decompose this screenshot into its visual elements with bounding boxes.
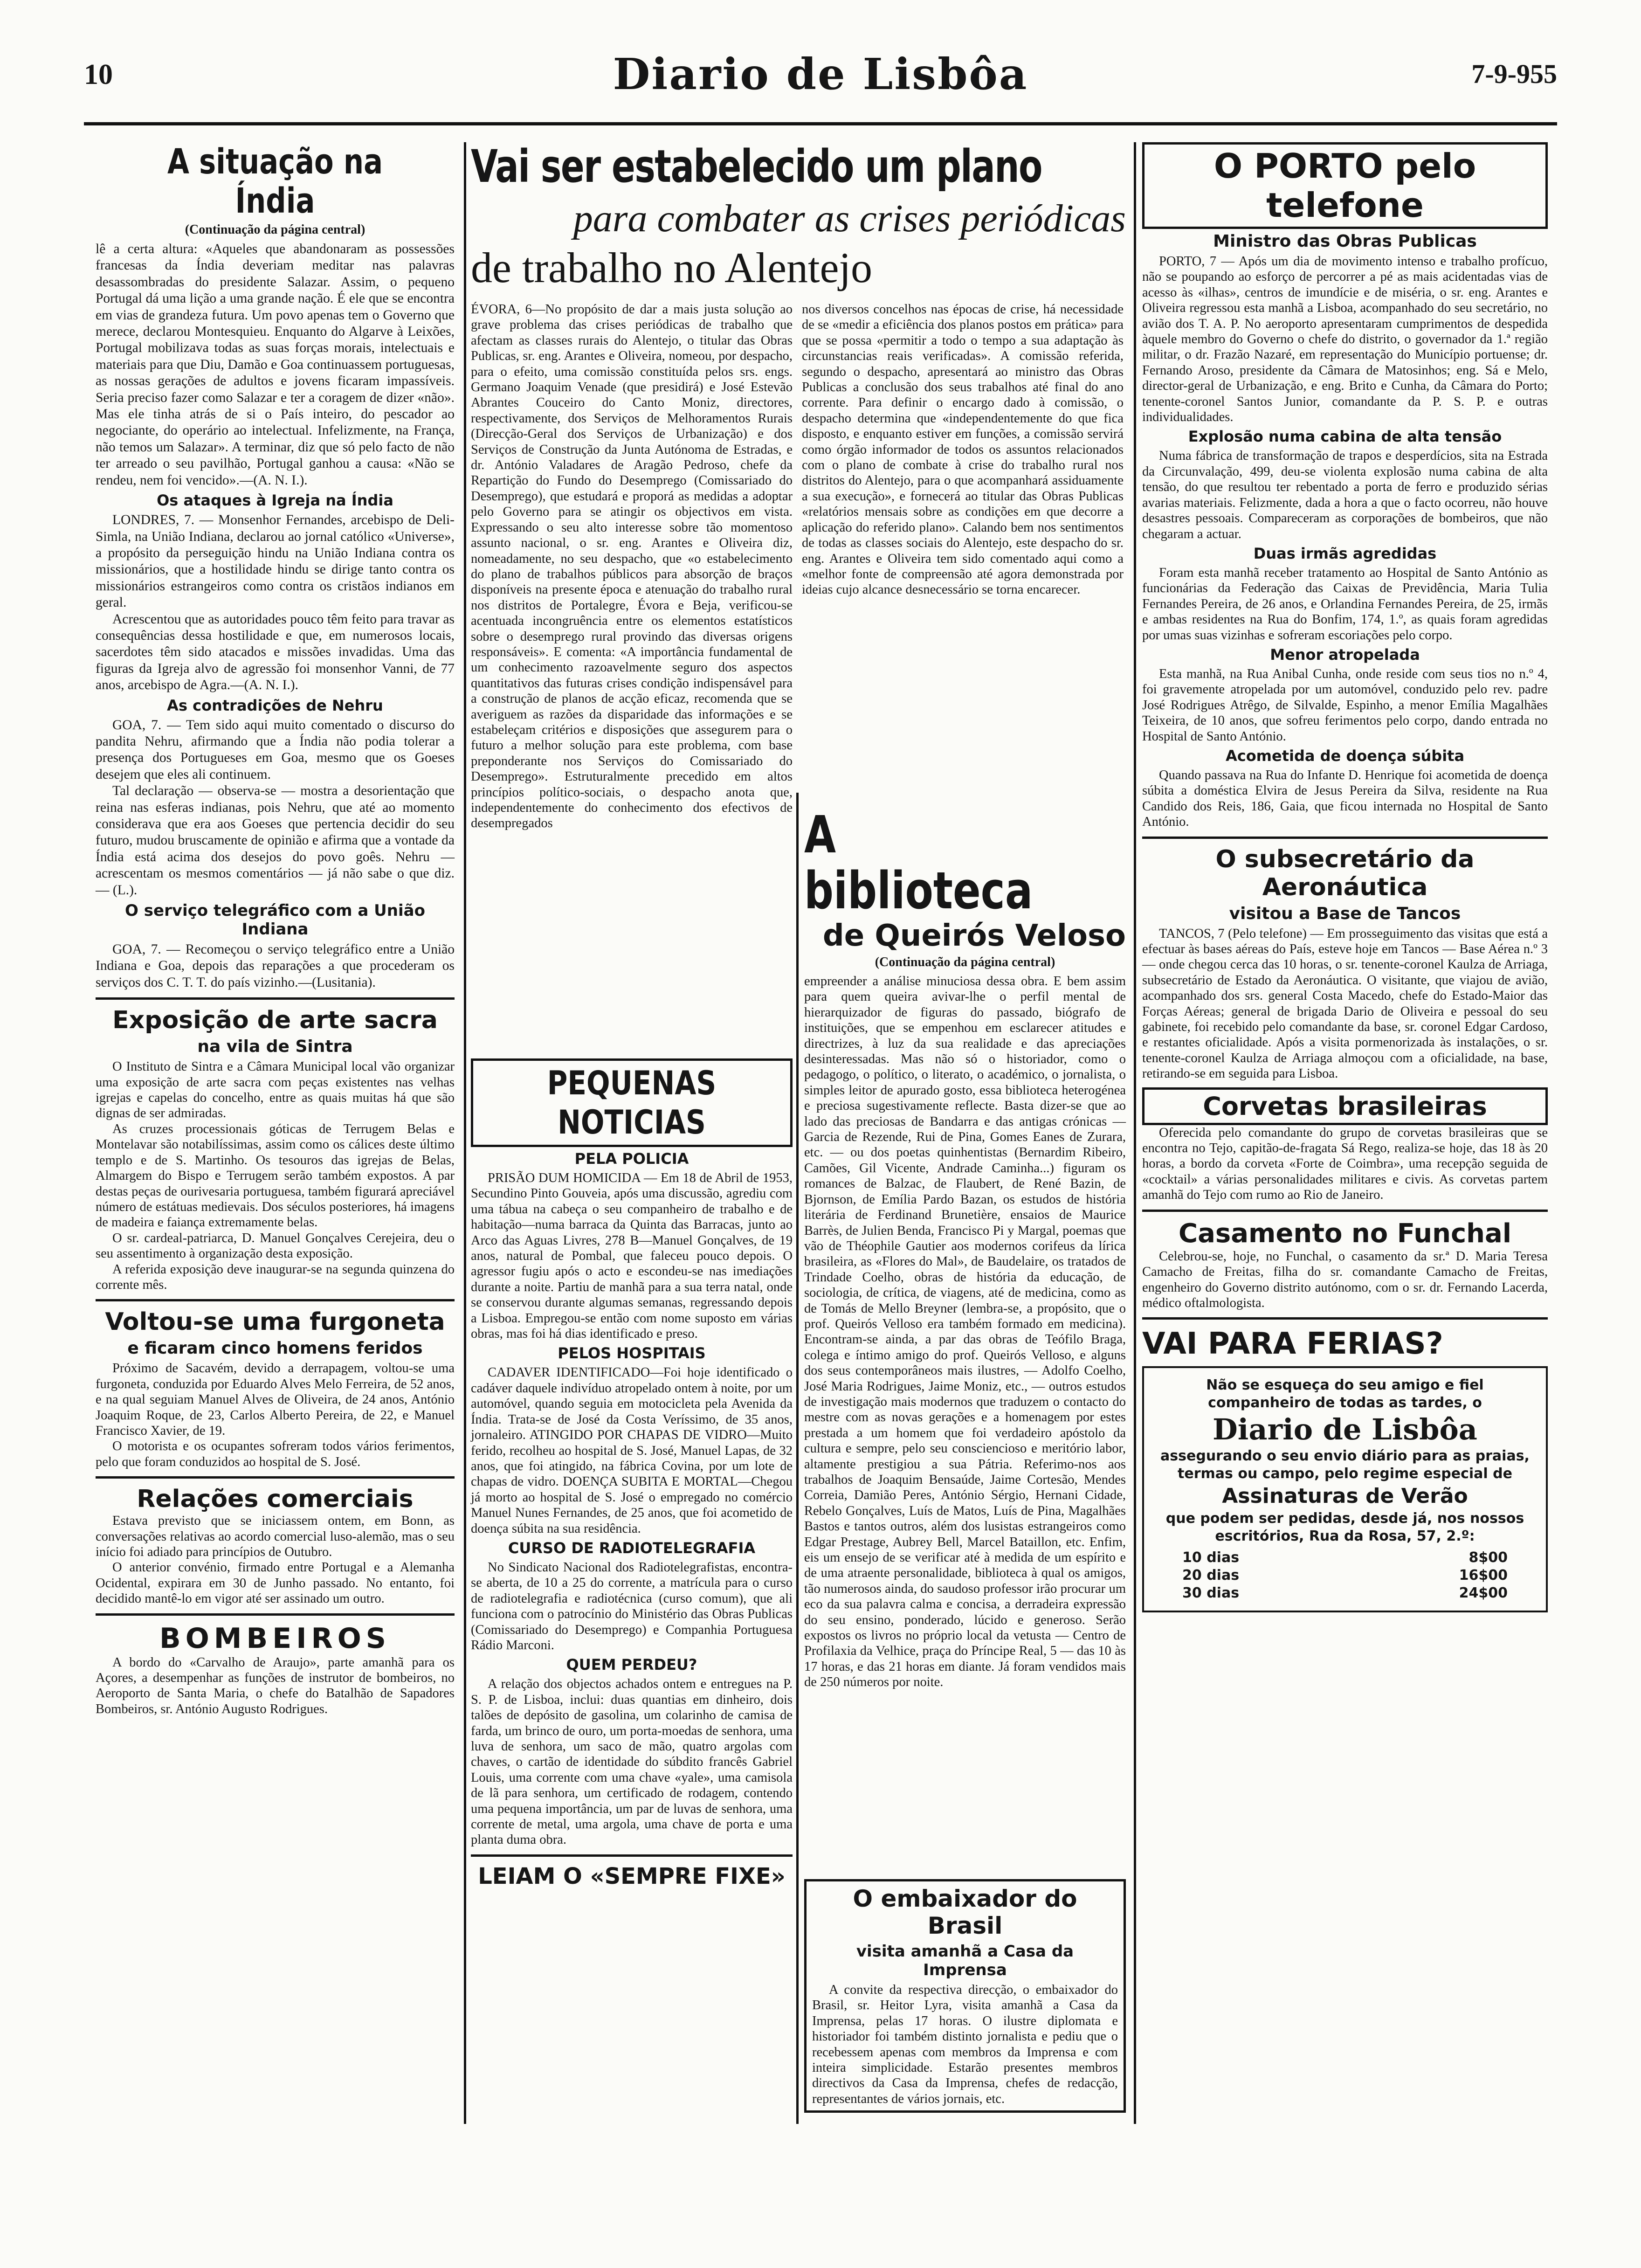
subheading: e ficaram cinco homens feridos	[127, 1339, 423, 1358]
article-paragraph: PORTO, 7 — Após um dia de movimento intenso e trabalho profícuo, não se poupando ao esforço de percorrer a pé as mais acidentadas vias de acesso às «ilhas», centros de imundície e de miséria, o sr. eng. Arantes e Oliveira regressou esta manhã a Lisboa, acompanhado do seu secretário, no avião dos T. A. P. No aeroporto apresentaram cumprimentos de despedida àquele membro do Governo o chefe do distrito, o governador da 1.ª região militar, o dr. Frazão Nazaré, em representação do Município portuense; dr. Fernando Aroso, presidente da Câmara de Matosinhos; eng. Sá e Melo, director-geral de Urbanização, e eng. Brito e Cunha, da Câmara do Porto; tenente-coronel Santos Junior, comandante da P. S. P. e outras individualidades.	[1142, 254, 1548, 425]
main-headline: Vai ser estabelecido um plano	[471, 140, 1042, 193]
ad-text: que podem ser pedidas, desde já, nos nossos escritórios, Rua da Rosa, 57, 2.º:	[1165, 1510, 1524, 1545]
masthead	[84, 49, 1557, 100]
article-paragraph: CADAVER IDENTIFICADO—Foi hoje identificado o cadáver daquele indivíduo atropelado ontem à noite, por um automóvel, quando seguia em motocicleta pela Avenida da Índia. Trata-se de José da Costa Veríssimo, de 35 anos, jornaleiro. ATINGIDO POR CHAPAS DE VIDRO—Muito ferido, recolheu ao hospital de S. José, Manuel Lapas, de 32 anos, que foi atingido, na fábrica Covina, por um lote de chapas de vidro. DOENÇA SUBITA E MORTAL—Chegou já morto ao hospital de S. José o empregado no comércio Manuel Nunes Fernandes, de 25 anos, que foi acometido de doença súbita na sua residência.	[471, 1365, 793, 1536]
article-paragraph: GOA, 7. — Tem sido aqui muito comentado o discurso do pandita Nehru, afirmando que a Índia não podia tolerar a presença dos Portugueses em Goa, mesmo que os Goeses desejem que eles ali continuem.	[96, 717, 455, 782]
article-title: Voltou-se uma furgoneta	[105, 1308, 445, 1336]
price-row: 10 dias 8$00	[1182, 1549, 1508, 1566]
article-title: BOMBEIROS	[159, 1622, 391, 1655]
article-paragraph: Esta manhã, na Rua Anibal Cunha, onde reside com seus tios no n.º 4, foi gravemente atropelada por um automóvel, conduzido pelo rev. padre José Rodrigues Atrêgo, de Silvalde, Espinho, a menor Emília Magalhães Teixeira, de 10 anos, que sofreu ferimentos pelo corpo, dando entrada no Hospital de Santo António.	[1142, 666, 1548, 744]
promo-line: LEIAM O «SEMPRE FIXE»	[478, 1863, 786, 1889]
subheading: As contradições de Nehru	[167, 696, 383, 714]
subheading: Ministro das Obras Publicas	[1213, 232, 1477, 251]
subheading: de Queirós Veloso	[822, 919, 1126, 953]
subscription-ad	[1142, 1366, 1548, 1612]
ad-newspaper-name: Diario de Lisbôa	[1213, 1412, 1477, 1447]
article-paragraph: GOA, 7. — Recomeçou o serviço telegráfico entre a União Indiana e Goa, depois das reparações a que procederam os serviços dos C. T. T. do país vizinho.—(Lusitania).	[96, 942, 455, 990]
section-rule	[96, 1613, 455, 1616]
article-paragraph: TANCOS, 7 (Pelo telefone) — Em prosseguimento das visitas que está a efectuar às bases aéreas do País, esteve hoje em Tancos — Base Aérea n.º 3 — onde chegou cerca das 10 horas, o sr. tenente-coronel Kaulza de Arriaga, subsecretário de Estado da Aeronáutica. O visitante, que viajou de avião, acompanhado dos srs. general Costa Macedo, chefe do Estado-Maior das Forças Aéreas; general de brigada Dario de Oliveira e pessoal do seu gabinete, foi recebido pelo comandante da base, sr. coronel Edgar Cardoso, e restantes oficialidade. Após a visita pormenorizada às instalações, o sr. tenente-coronel Kaulza de Arriaga almoçou com a oficialidade, na base, retirando-se em seguida para Lisboa.	[1142, 926, 1548, 1081]
article-body: lê a certa altura: «Aqueles que abandonaram as possessões francesas da Índia deveriam meditar nas palavras desassombradas do presidente Salazar. Assim, o pequeno Portugal dá uma lição a uma grande nação. É ele que se encontra em vias de grandeza futura. Um povo apenas tem o Governo que merece, declarou Montesquieu. Enquanto do Algarve à Leixões, Portugal mobilizava todas as suas forças morais, intelectuais e materiais para que Diu, Damão e Goa continuassem portuguesas, as nossas gerações de adultos e jovens ficaram impassíveis. Seria preciso fazer como Salazar e ter a coragem de dizer «não». Mas ele tinha atrás de si o País inteiro, do pescador ao negociante, do operário ao intelectual. Infelizmente, na França, não temos um Salazar». A terminar, diz que só pelo facto de não ter arreado o seu pavilhão, Portugal ganhou a causa: «Não se rendeu, nem foi vencido».—(A. N. I.).	[96, 242, 455, 488]
article-paragraph: Estava previsto que se iniciassem ontem, em Bonn, as conversações relativas ao acordo comercial luso-alemão, mas o seu início foi adiado para princípios de Outubro.	[96, 1514, 455, 1559]
article-title: Relações comerciais	[137, 1485, 414, 1514]
ad-offer-title: Assinaturas de Verão	[1222, 1484, 1468, 1508]
issue-date: 7-9-955	[1471, 59, 1557, 89]
newspaper-title: Diario de Lisbôa	[613, 49, 1028, 99]
column-right	[1142, 142, 1548, 2124]
article-title: O subsecretário da Aeronáutica	[1215, 845, 1475, 901]
article-paragraph: O sr. cardeal-patriarca, D. Manuel Gonçalves Cerejeira, deu o seu assentimento à organização desta exposição.	[96, 1231, 455, 1261]
subheading: O serviço telegráfico com a União Indiana	[125, 901, 425, 939]
section-title: PEQUENAS NOTICIAS	[547, 1064, 717, 1141]
subheading: QUEM PERDEU?	[566, 1656, 697, 1674]
subheading: Duas irmãs agredidas	[1253, 544, 1437, 562]
article-paragraph: O anterior convénio, firmado entre Portugal e a Alemanha Ocidental, expirara em 30 de Junho passado. No entanto, foi decidido mantê-lo em vigor até ser assinado um outro.	[96, 1560, 455, 1606]
continuation-note: (Continuação da página central)	[185, 222, 365, 237]
short-news	[471, 1058, 793, 2108]
article-title: Casamento no Funchal	[1178, 1218, 1512, 1249]
section-rule	[1142, 1210, 1548, 1212]
article-paragraph: PRISÃO DUM HOMICIDA — Em 18 de Abril de 1953, Secundino Pinto Gouveia, após uma discussão, agrediu com uma tábua na cabeça o seu companheiro de trabalho e de habitação—numa barraca da Quinta das Barracas, junto ao Arco das Aguas Livres, 278 B—Manuel Gonçalves, de 19 anos, natural de Pombal, que faleceu pouco depois. O agressor fugiu após o acto e escondeu-se nas imediações durante a noite. Partiu de manhã para a sua terra natal, onde se conservou durante algumas semanas, regressando depois a Lisboa. Empregou-se então com nome suposto em várias obras, mas foi há dias identificado e preso.	[471, 1171, 793, 1341]
article-paragraph: Oferecida pelo comandante do grupo de corvetas brasileiras que se encontra no Tejo, capitão-de-fragata Sá Rego, realiza-se hoje, das 18 às 20 horas, a bordo da corveta «Forte de Coimbra», uma recepção seguida de «cocktail» a várias personalidades militares e civis. As corvetas partem amanhã do Tejo com rumo ao Rio de Janeiro.	[1142, 1125, 1548, 1203]
subheading: na vila de Sintra	[197, 1037, 353, 1057]
section-rule	[96, 1299, 455, 1301]
main-subheadline: para combater as crises periódicas	[573, 197, 1126, 240]
article-title: O embaixador do Brasil	[853, 1885, 1077, 1939]
section-rule	[96, 997, 455, 1000]
column-divider	[464, 142, 466, 2124]
library-article	[804, 807, 1126, 1874]
subheading: visitou a Base de Tancos	[1229, 904, 1461, 923]
article-paragraph: LONDRES, 7. — Monsenhor Fernandes, arcebispo de Deli-Simla, na União Indiana, declarou ao jornal católico «Universe», a propósito da perseguição hindu na União Indiana contra os missionários, que a hostilidade hindu se dirige tanto contra os missionários estrangeiros como contra os cristãos indianos em geral.	[96, 512, 455, 610]
article-paragraph: Celebrou-se, hoje, no Funchal, o casamento da sr.ª D. Maria Teresa Camacho de Freitas, filha do sr. comandante Camacho de Freitas, engenheiro do Governo distrito autónomo, com o sr. dr. Fernando Lacerda, médico oftalmologista.	[1142, 1249, 1548, 1310]
subheading: PELOS HOSPITAIS	[558, 1344, 706, 1362]
article-title: A biblioteca	[804, 805, 1033, 920]
article-paragraph: No Sindicato Nacional dos Radiotelegrafistas, encontra-se aberta, de 10 a 25 do corrente, a matrícula para o curso de radiotelegrafia e radiotécnica (curso comum), que ali funciona com o patrocínio do Ministério das Obras Publicas (Comissariado do Desemprego) e Companhia Portuguesa Rádio Marconi.	[471, 1560, 793, 1653]
subheading: PELA POLICIA	[574, 1150, 689, 1168]
article-paragraph: A relação dos objectos achados ontem e entregues na P. S. P. de Lisboa, inclui: duas quantias em dinheiro, dois talões de depósito de gasolina, um colarinho de camisa de farda, um brinco de ouro, um porta-moedas de senhora, uma luva de senhora, um saco de mão, quatro argolas com chaves, o cartão de identidade do súbdito francês Gabriel Louis, uma corrente com uma chave «yale», uma camisola de lã para senhora, um certificado de rodagem, contendo uma pequena importância, um par de luvas de senhora, uma corrente de metal, uma argola, uma chave de porta e uma planta duma obra.	[471, 1677, 793, 1847]
section-title: O PORTO pelo telefone	[1214, 146, 1476, 225]
article-paragraph: A referida exposição deve inaugurar-se na segunda quinzena do corrente mês.	[96, 1262, 455, 1292]
continuation-note: (Continuação da página central)	[875, 955, 1055, 969]
article-title: Exposição de arte sacra	[112, 1006, 438, 1035]
article-body: nos diversos concelhos nas épocas de crise, há necessidade de se «medir a eficiência dos planos postos em prática» para que se possa «permitir a todo o tempo a sua adaptação às circunstancias reais verificadas». A comissão referida, segundo o despacho, apresentará ao ministro das Obras Publicas a conclusão dos seus trabalhos até final do ano corrente. Para definir o encargo dado à comissão, o despacho determina que «independentemente do que fica disposto, e enquanto estiver em funções, a comissão servirá como órgão informador de todos os assuntos relacionados com o plano de combate à crise do trabalho rural nos distritos do Alentejo, para o que acompanhará assiduamente a sua execução», e fornecerá ao titular das Obras Publicas «relatórios mensais sobre as condições em que decorre a aplicação do referido plano». Calando bem nos sentimentos de todas as classes sociais do Alentejo, este despacho do sr. eng. Arantes e Oliveira tem sido comentado aqui como a «melhor fonte de compreensão até agora demonstrada por ideias cujo alcance desnecessário se torna encarecer.	[802, 302, 1124, 597]
section-rule	[1142, 837, 1548, 839]
article-body: empreender a análise minuciosa dessa obra. E bem assim para quem queira avivar-lhe o perfil mental de hierarquizador de figuras do passado, biógrafo de instituições, que se empenhou em esclarecer atitudes e directrizes, à luz da sua realidade e das apreciações desinteressadas. Mas não só o historiador, como o pedagogo, o político, o literato, o académico, o jornalista, o simples leitor de apurado gosto, essa biblioteca heterogénea e preciosa sugestivamente reflecte. Basta dizer-se que ao lado das preciosas de Bandarra e das antigas crónicas — Garcia de Rezende, Rui de Pina, Gomes Eanes de Zurara, etc. — ou dos poetas quinhentistas (Bernardim Ribeiro, Camões, Gil Vicente, Andrade Caminha...) figuram os romances de Balzac, de Flaubert, de René Bazin, de Bjornson, de Emília Pardo Bazan, os estudos de história literária de Ferdinand Brunetière, ensaios de Maurice Barrès, de Julien Benda, Francisco Pi y Margal, poemas que vão de Théophile Gautier aos modernos corifeus da lírica brasileira, as «Flores do Mal», de Baudelaire, os tratados de Trindade Coelho, obras de história da educação, de sociologia, de crítica, de viagens, até de medicina, como as de Tomás de Mello Breyner (lembra-se, a propósito, que o prof. Queirós Velloso era também formado em medicina). Encontram-se ainda, a par das obras de Teófilo Braga, colega e íntimo amigo do prof. Queirós Velloso, e alguns dos seus contemporâneos mais ilustres, — Adolfo Coelho, José Maria Rodrigues, Jaime Moniz, etc., — outros estudos de investigação mais modernos que traduzem o contacto do mestre com as novas gerações e a homenagem por estes prestada a um homem que foi verdadeiro apóstolo da cultura e sempre, pelo seu consciencioso e meritório labor, altamente prestigiou a sua Pátria. Referimo-nos aos trabalhos de Joaquim Bensaúde, Jaime Cortesão, Mendes Correia, Damião Peres, António Sérgio, Hernani Cidade, Rebelo Gonçalves, Luís de Matos, Luís de Pina, Magalhães Bastos e tantos outros, além dos lusistas estrangeiros como Edgar Prestage, Aubrey Bell, Marcel Bataillon, etc. Enfim, eis um ensejo de se verificar até à medida de um espírito e de uma atraente personalidade, biblioteca à qual os amigos, tão numerosos ainda, do saudoso professor irão procurar um eco da sua palavra calma e concisa, a derradeira expressão do seu ensino, ponderado, lúcido e generoso. Serão expostos os livros no próprio local da vetusta — Centro de Profilaxia da Velhice, praça do Príncipe Real, 5 — das 10 às 17 horas, e das 21 horas em diante. Já foram vendidos mais de 250 números por noite.	[804, 974, 1126, 1690]
article-paragraph: A bordo do «Carvalho de Araujo», parte amanhã para os Açores, a desempenhar as funções de instrutor de bombeiros, no Aeroporto de Santa Maria, o chefe do Batalhão de Sapadores Bombeiros, sr. António Augusto Rodrigues.	[96, 1655, 455, 1716]
column-divider	[796, 793, 799, 2124]
article-title: A situação na Índia	[167, 142, 383, 221]
section-rule	[471, 1854, 793, 1857]
article-paragraph: Quando passava na Rua do Infante D. Henrique foi acometida de doença súbita a doméstica Elvira de Jesus Pereira da Silva, residente na Rua Candido dos Reis, 186, Gaia, que ficou internada no Hospital de Santo António.	[1142, 768, 1548, 830]
article-paragraph: As cruzes processionais góticas de Terrugem Belas e Montelavar são notabilíssimas, assim como os cálices deste último templo e de S. Martinho. Os tesouros das igrejas de Belas, Almargem do Bispo e Terrugem serão também expostos. A par destas peças de ourivesaria portuguesa, também figurará apreciável número de estátuas medievais. Dos séculos posteriores, há imagens de madeira e faiança extremamente belas.	[96, 1121, 455, 1230]
article-paragraph: Tal declaração — observa-se — mostra a desorientação que reina nas esferas indianas, pois Nehru, que até ao momento considerava que era aos Goeses que pertencia decidir do seu futuro, mudou bruscamente de opinião e afirma que a vontade da Índia está acima dos desejos do povo goês. Nehru — acrescentam os mesmos comentários — já não sabe o que diz. — (L.).	[96, 783, 455, 898]
column-left	[96, 142, 455, 2124]
article-title: Corvetas brasileiras	[1203, 1091, 1487, 1121]
article-body: ÉVORA, 6—No propósito de dar a mais justa solução ao grave problema das crises periódicas de trabalho que afectam as classes rurais do Alentejo, o titular das Obras Publicas, sr. eng. Arantes e Oliveira, nomeou, por despacho, para o efeito, uma comissão constituída pelos srs. engs. Germano Joaquim Venade (que presidirá) e José Estevão Abrantes Couceiro do Canto Moniz, directores, respectivamente, dos Serviços de Melhoramentos Rurais (Direcção-Geral dos Serviços de Urbanização) e dos Serviços de Construção da Junta Autónoma de Estradas, e dr. António Valadares de Aragão Pedroso, chefe da Repartição do Fundo do Desemprego (Comissariado do Desemprego), que estudará e proporá as medidas a adoptar pelo Governo para se atingir os objectivos em vista. Expressando o seu alto interesse sobre tão momentoso assunto nacional, o sr. eng. Arantes e Oliveira diz, nomeadamente, no seu despacho, que «o estabelecimento do plano de trabalhos públicos para absorção de braços disponíveis na presente época e atenuação do trabalho rural nos distritos de Portalegre, Évora e Beja, verificou-se acentuada incongruência entre os elementos estatísticos sobre o desemprego rural provindo das diversas origens responsáveis». E comenta: «A importância fundamental de um conhecimento razoavelmente seguro dos aspectos quantitativos das futuras crises condição indispensável para a construção de planos de acção eficaz, recomenda que se averiguem as razões da disparidade das informações e se estabeleçam critérios e disposições que assegurem para o futuro a melhor solução para este problema, com base preponderante nos Serviços do Comissariado do Desemprego». Estruturalmente precedido em altos princípios político-sociais, o despacho anota que, independentemente do conhecimento dos efectivos de desempregados	[471, 302, 793, 831]
article-body: A convite da respectiva direcção, o embaixador do Brasil, sr. Heitor Lyra, visita amanhã a Casa da Imprensa, pelas 17 horas. O ilustre diplomata e historiador foi também distinto jornalista e pediu que o recebessem apenas com membros da Imprensa e com inteira simplicidade. Estarão presentes membros directivos da Casa da Imprensa, chefes de redacção, representantes de vários jornais, etc.	[812, 1983, 1118, 2106]
article-paragraph: O motorista e os ocupantes sofreram todos vários ferimentos, pelo que foram conduzidos ao hospital de S. José.	[96, 1439, 455, 1469]
page-number: 10	[84, 59, 113, 90]
price-row: 30 dias 24$00	[1182, 1585, 1508, 1602]
main-article	[471, 140, 1126, 831]
ad-text: assegurando o seu envio diário para as praias, termas ou campo, pelo regime especial de	[1160, 1448, 1530, 1482]
subheading: visita amanhã a Casa da Imprensa	[856, 1942, 1074, 1979]
article-paragraph: O Instituto de Sintra e a Câmara Municipal local vão organizar uma exposição de arte sacra com peças existentes nas velhas igrejas e capelas do concelho, entre as quais muitas há que são dignas de ser admiradas.	[96, 1059, 455, 1121]
article-paragraph: Foram esta manhã receber tratamento ao Hospital de Santo António as funcionárias da Federação das Caixas de Previdência, Maria Tulia Fernandes Pereira, de 26 anos, e Orlandina Fernandes Pereira, de 25, irmãs e ambas residentes na Rua do Bonfim, 174, 1.º, as quais foram agredidas por umas suas vizinhas e sofreram escoriações pelo corpo.	[1142, 565, 1548, 643]
subheading: Menor atropelada	[1270, 645, 1420, 664]
price-row: 20 dias 16$00	[1182, 1567, 1508, 1584]
subheading: Os ataques à Igreja na Índia	[157, 491, 393, 510]
subheading: CURSO DE RADIOTELEGRAFIA	[508, 1539, 756, 1557]
subheading: Acometida de doença súbita	[1225, 747, 1465, 765]
article-paragraph: Numa fábrica de transformação de trapos e desperdícios, sita na Estrada da Circunvalação, 499, deu-se violenta explosão numa cabina de alta tensão, do que resultou ter rebentado a porta de ferro e produzido sérias avarias materiais. Felizmente, dada a hora a que o facto ocorreu, não houve desastres pessoais. Compareceram as corporações de bombeiros, que não chegaram a actuar.	[1142, 449, 1548, 541]
ambassador-article	[804, 1879, 1126, 2124]
subheading: Explosão numa cabina de alta tensão	[1188, 428, 1502, 446]
main-subheadline: de trabalho no Alentejo	[471, 244, 872, 291]
column-divider	[1134, 142, 1136, 2124]
section-rule	[96, 1476, 455, 1479]
article-paragraph: Acrescentou que as autoridades pouco têm feito para travar as consequências dessa hostilidade e que, em numerosos locais, sacerdotes têm sido atacados e missões invadidas. Uma das figuras da Igreja alvo de agressão foi monsenhor Vanni, de 77 anos, arcebispo de Agra.—(A. N. I.).	[96, 611, 455, 693]
section-rule	[1142, 1317, 1548, 1320]
article-paragraph: Próximo de Sacavém, devido a derrapagem, voltou-se uma furgoneta, conduzida por Eduardo Alves Melo Ferreira, de 52 anos, e na qual seguiam Manuel Alves de Oliveira, de 24 anos, António Joaquim Roque, de 23, Carlos Alberto Pereira, de 22, e Manuel Francisco Xavier, de 19.	[96, 1361, 455, 1438]
masthead-rule	[84, 122, 1557, 125]
ad-text: Não se esqueça do seu amigo e fiel companheiro de todas as tardes, o	[1206, 1377, 1484, 1411]
ad-headline: VAI PARA FERIAS?	[1142, 1327, 1443, 1362]
